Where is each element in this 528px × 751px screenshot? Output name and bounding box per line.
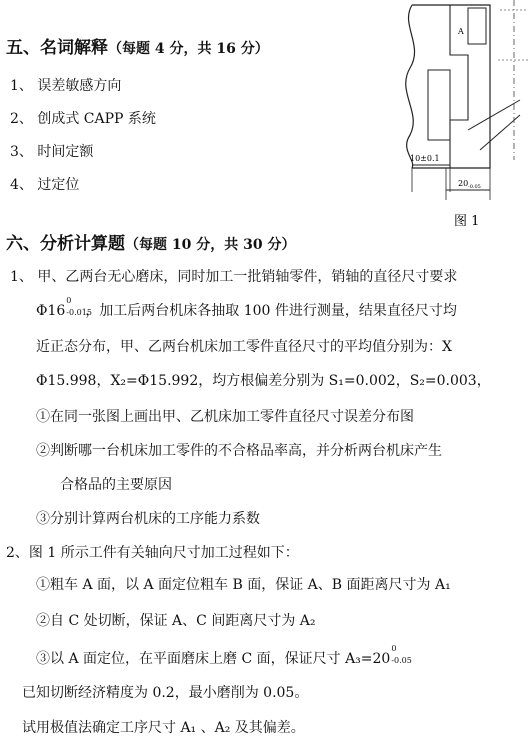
q2-step-3-upper: 0 xyxy=(391,644,397,653)
q2-step-3-lower: -0.05 xyxy=(391,656,412,665)
q1-sub-1: ①在同一张图上画出甲、乙机床加工零件直径尺寸误差分布图 xyxy=(36,409,414,425)
section5-item-1: 1、 误差敏感方向 xyxy=(10,78,122,94)
q1-dia-tolerance xyxy=(65,296,92,317)
figure-caption: 图 1 xyxy=(454,214,480,229)
section6-heading xyxy=(6,236,295,253)
figure-1-drawing xyxy=(380,0,528,230)
section5-item-4: 4、 过定位 xyxy=(10,177,80,193)
q1-line-3: 近正态分布，甲、乙两台机床加工零件直径尺寸的平均值分别为：X xyxy=(36,339,452,355)
q2-known: 已知切断经济精度为 0.2，最小磨削为 0.05。 xyxy=(22,685,309,701)
figure-inner-box xyxy=(428,70,450,140)
q1-sub-2a: ②判断哪一台机床加工零件的不合格品率高，并分析两台机床产生 xyxy=(36,443,442,459)
q1-sub-3: ③分别计算两台机床的工序能力系数 xyxy=(36,511,260,527)
section5-points: （每题 4 分，共 16 分） xyxy=(108,41,269,57)
section5-heading xyxy=(6,40,269,57)
section5-item-3: 3、 时间定额 xyxy=(10,144,94,160)
section6-title: 六、分析计算题 xyxy=(6,234,125,254)
figure-dim-1-label: 10±0.1 xyxy=(410,154,440,163)
q2-step-3 xyxy=(36,644,412,667)
q1-dia-lower: -0.015 xyxy=(66,308,92,317)
figure-dim-2-tol: -0.05 xyxy=(468,184,481,190)
section5-title: 五、名词解释 xyxy=(6,38,108,58)
q2-step-3-text: ③以 A 面定位，在平面磨床上磨 C 面，保证尺寸 A₃=20 xyxy=(36,651,391,667)
q1-line-2-rest: ，加工后两台机床各抽取 100 件进行测量，结果直径尺寸均 xyxy=(85,303,457,319)
q1-line-2 xyxy=(36,296,457,319)
q1-line-4: Φ15.998，X₂=Φ15.992，均方根偏差分别为 S₁=0.002，S₂=0.003， xyxy=(36,373,491,389)
q1-dia-prefix: Φ16 xyxy=(36,303,66,319)
figure-body-outline xyxy=(412,5,490,168)
q2-line-1: 2、图 1 所示工件有关轴向尺寸加工过程如下： xyxy=(6,545,299,561)
figure-dim-2-label: 20 xyxy=(458,179,469,188)
q2-step-3-tolerance xyxy=(390,644,412,665)
figure-break-line xyxy=(406,5,415,168)
figure-hatch-line xyxy=(468,100,520,130)
q2-task: 试用极值法确定工序尺寸 A₁ 、A₂ 及其偏差。 xyxy=(22,720,305,736)
q1-sub-2b: 合格品的主要原因 xyxy=(60,477,172,493)
q2-step-2: ②自 C 处切断，保证 A、C 间距离尺寸为 A₂ xyxy=(36,613,316,629)
section6-points: （每题 10 分，共 30 分） xyxy=(125,237,296,253)
section5-item-2: 2、 创成式 CAPP 系统 xyxy=(10,111,156,127)
figure-letter: A xyxy=(458,27,464,36)
q1-dia-upper: 0 xyxy=(66,296,72,305)
q2-step-1: ①粗车 A 面，以 A 面定位粗车 B 面，保证 A、B 面距离尺寸为 A₁ xyxy=(36,577,451,593)
q1-line-1: 1、 甲、乙两台无心磨床，同时加工一批销轴零件，销轴的直径尺寸要求 xyxy=(10,269,458,285)
figure-inner-box xyxy=(468,8,486,44)
